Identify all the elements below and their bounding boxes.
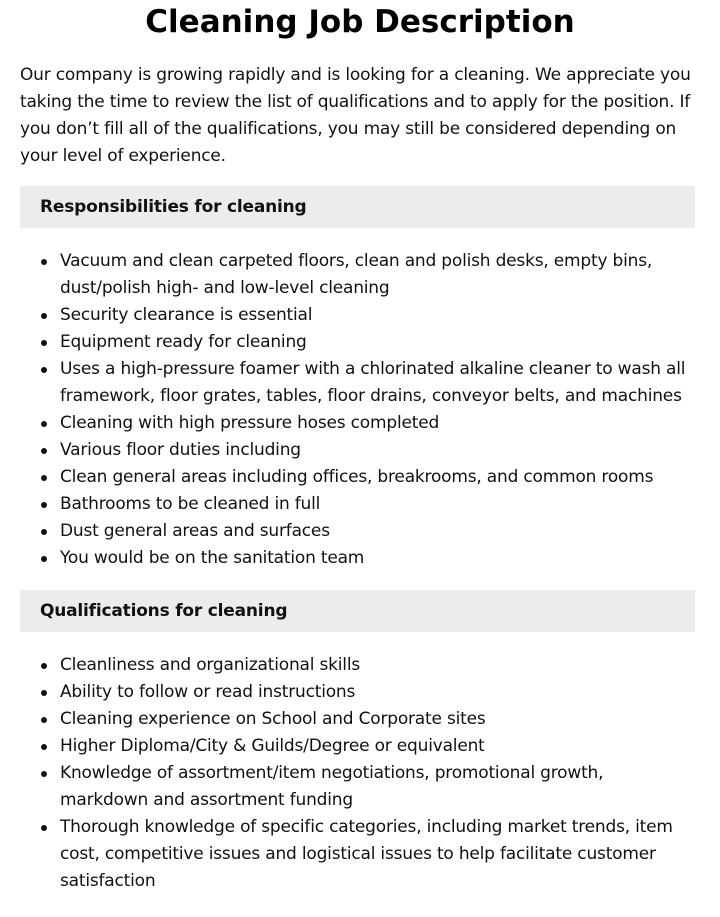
- list-item: Vacuum and clean carpeted floors, clean and polish desks, empty bins, dust/polish high- and low-level cleaning: [20, 248, 695, 302]
- list-item: Bathrooms to be cleaned in full: [20, 491, 695, 518]
- responsibilities-header: Responsibilities for cleaning: [20, 186, 695, 228]
- responsibilities-list: [20, 248, 695, 572]
- list-item: Uses a high-pressure foamer with a chlorinated alkaline cleaner to wash all framework, floor grates, tables, floor drains, conveyor belts, and machines: [20, 356, 695, 410]
- list-item: Various floor duties including: [20, 437, 695, 464]
- qualifications-header: Qualifications for cleaning: [20, 590, 695, 632]
- list-item: Equipment ready for cleaning: [20, 329, 695, 356]
- list-item: Knowledge of assortment/item negotiations, promotional growth, markdown and assortment funding: [20, 760, 695, 814]
- section-spacer: [0, 572, 720, 590]
- list-item: You would be on the sanitation team: [20, 545, 695, 572]
- page-title: Cleaning Job Description: [145, 4, 575, 40]
- list-item: Dust general areas and surfaces: [20, 518, 695, 545]
- list-item: Thorough knowledge of specific categories, including market trends, item cost, competitive issues and logistical issues to help facilitate customer satisfaction: [20, 814, 695, 895]
- list-item: Cleaning experience on School and Corporate sites: [20, 706, 695, 733]
- qualifications-list: [20, 652, 695, 895]
- list-item: Cleanliness and organizational skills: [20, 652, 695, 679]
- list-item: Clean general areas including offices, breakrooms, and common rooms: [20, 464, 695, 491]
- list-item: Higher Diploma/City & Guilds/Degree or equivalent: [20, 733, 695, 760]
- list-item: Security clearance is essential: [20, 302, 695, 329]
- list-item: Cleaning with high pressure hoses completed: [20, 410, 695, 437]
- intro-paragraph: Our company is growing rapidly and is looking for a cleaning. We appreciate you taking the time to review the list of qualifications and to apply for the position. If you don’t fill all of the qualifications, you may still be considered depending on your level of experience.: [20, 65, 691, 166]
- list-item: Ability to follow or read instructions: [20, 679, 695, 706]
